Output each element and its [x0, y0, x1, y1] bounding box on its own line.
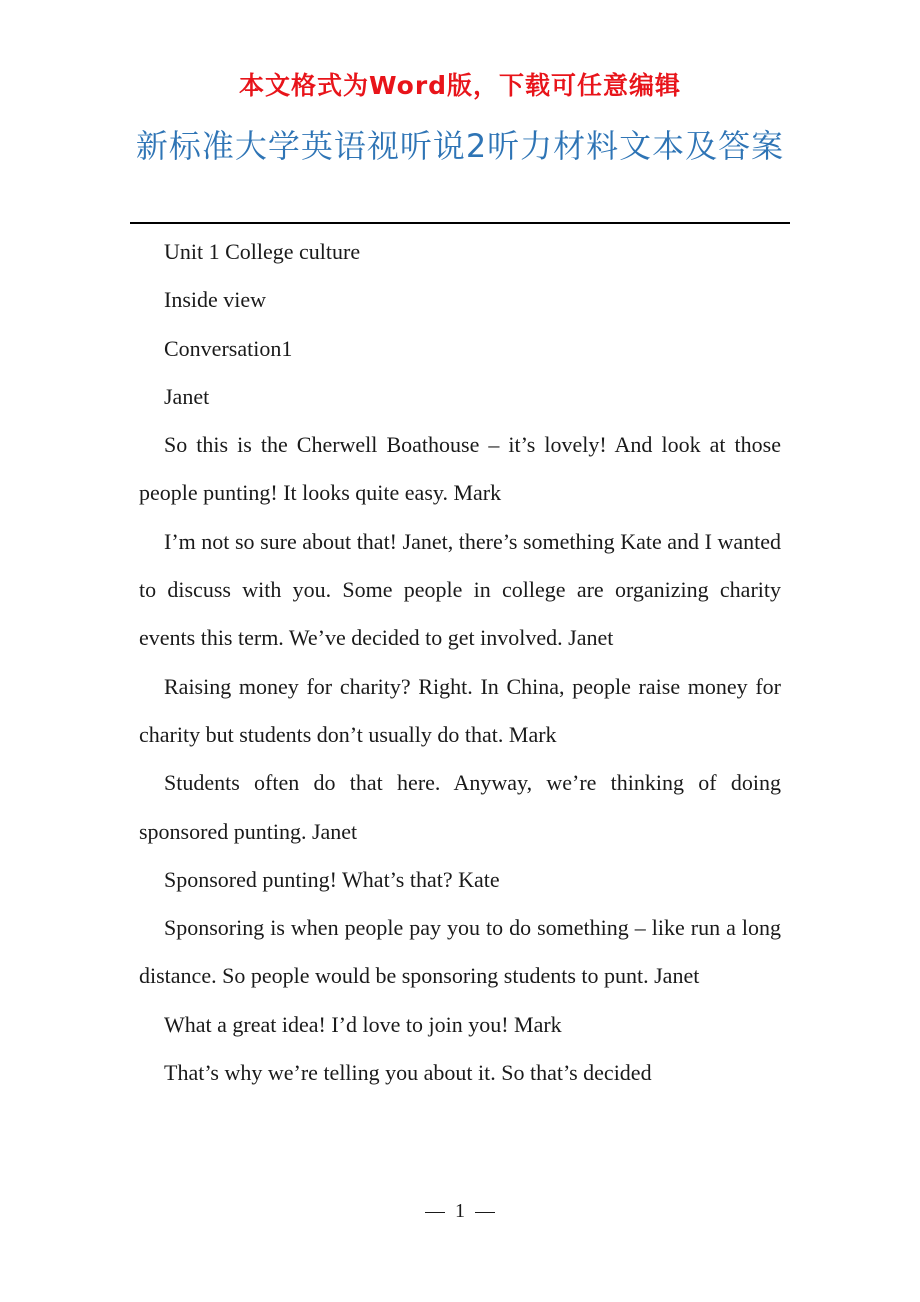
- dialogue-paragraph: So this is the Cherwell Boathouse – it’s lovely! And look at those people punting! It looks quite easy. Mark: [139, 432, 781, 506]
- dialogue-paragraph: Sponsored punting! What’s that? Kate: [164, 866, 500, 892]
- section-heading-unit: Unit 1 College culture: [164, 239, 361, 264]
- format-notice-banner: 本文格式为Word版，下载可任意编辑: [238, 71, 682, 100]
- dialogue-paragraph: Raising money for charity? Right. In China, people raise money for charity but students don’t usually do that. Mark: [139, 673, 781, 747]
- document-title: 新标准大学英语视听说2听力材料文本及答案: [135, 127, 785, 165]
- dialogue-paragraph: Sponsoring is when people pay you to do something – like run a long distance. So people would be sponsoring students to punt. Janet: [139, 915, 781, 989]
- section-heading-conversation: Conversation1: [164, 335, 293, 361]
- page-footer: [0, 1196, 920, 1226]
- dialogue-paragraph: Students often do that here. Anyway, we’re thinking of doing sponsored punting. Janet: [139, 770, 781, 844]
- dialogue-paragraph: I’m not so sure about that! Janet, there’s something Kate and I wanted to discuss with you. Some people in college are organizing charity events this term. We’ve decided to get involved. Janet: [139, 528, 781, 651]
- title-divider: [130, 222, 790, 224]
- dialogue-paragraph: What a great idea! I’d love to join you! Mark: [164, 1011, 562, 1037]
- dialogue-paragraph: That’s why we’re telling you about it. So that’s decided: [164, 1060, 652, 1086]
- footer-dash-right: [475, 1212, 495, 1213]
- document-body: [139, 228, 781, 1097]
- page-number: 1: [455, 1200, 465, 1222]
- speaker-name: Janet: [164, 383, 210, 409]
- section-heading-inside-view: Inside view: [164, 287, 267, 313]
- footer-dash-left: [425, 1212, 445, 1213]
